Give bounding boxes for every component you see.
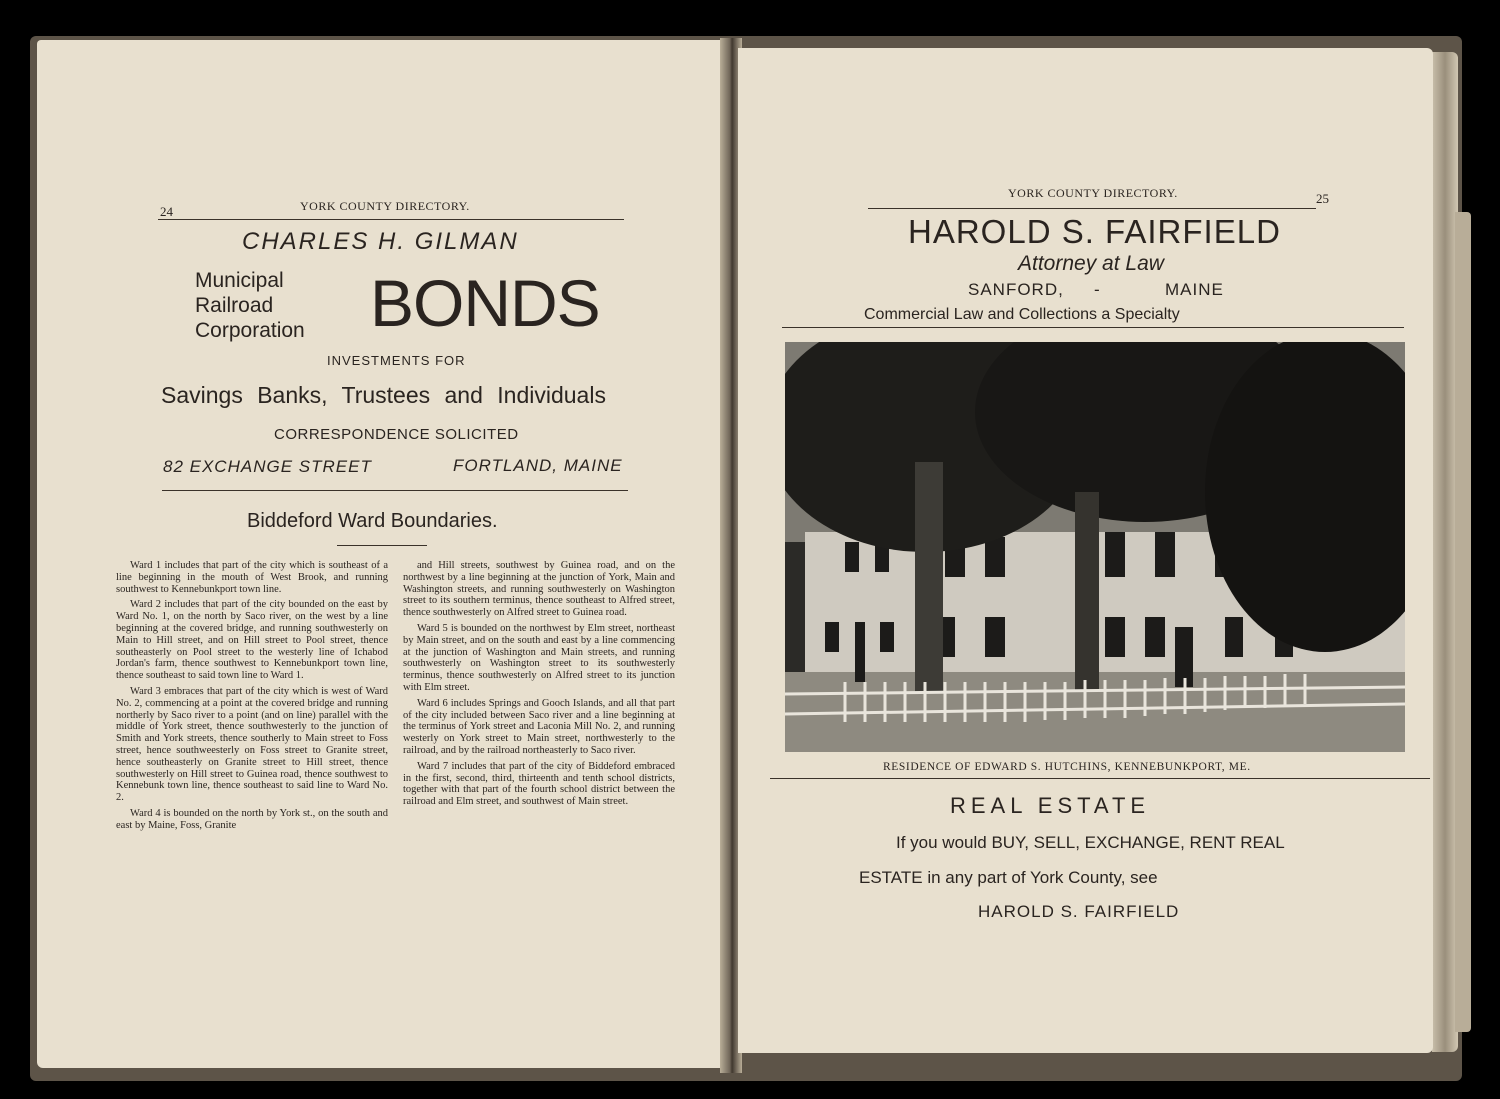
caption-rule	[770, 778, 1430, 779]
ward-paragraph: Ward 1 includes that part of the city which is southeast of a line beginning in the mouth of West Brook, and running southwest to Kennebunkport town line.	[116, 560, 388, 595]
page-number: 25	[1316, 191, 1329, 206]
left-page	[37, 40, 723, 1068]
text-column-2	[403, 560, 675, 812]
ward-paragraph: Ward 7 includes that part of the city of Biddeford embraced in the first, second, third, thirteenth and tenth school districts, together with that part of the fourth school district between the railroad and Elm street, and southwest of Main street.	[403, 760, 675, 808]
advertiser-name: CHARLES H. GILMAN	[242, 228, 519, 255]
real-estate-line-2: ESTATE in any part of York County, see	[859, 868, 1158, 887]
title-rule	[337, 545, 427, 546]
page-number: 24	[160, 204, 173, 219]
ward-paragraph: Ward 3 embraces that part of the city which is west of Ward No. 2, commencing at a point at the covered bridge and running northerly by Saco river to a point (and on line) parallel with the middle of York street, thence southwesterly to the junction of Smith and York streets, thence southerly to Main street to Foss street, hence southweesterly on Foss street to Granite street, hence southeasterly on Granite street to Hill street, thence southwesterly on Hill street to Guinea road, thence southwest to Kennebunk town line, thence southeast to said line to Ward No. 2.	[116, 685, 388, 804]
page-tab	[1455, 212, 1471, 1032]
right-page	[738, 48, 1433, 1053]
residence-photo	[785, 342, 1405, 752]
real-estate-heading: REAL ESTATE	[950, 793, 1151, 818]
ward-paragraph: Ward 6 includes Springs and Gooch Islands, and all that part of the city included between Saco river and a line beginning at the terminus of York street and Laconia Mill No. 2, and running westerly on York street to Main street, northwesterly to the railroad, and by the railroad northeasterly to Saco river.	[403, 697, 675, 756]
running-head: YORK COUNTY DIRECTORY.	[300, 199, 470, 213]
section-title: Biddeford Ward Boundaries.	[247, 510, 498, 532]
bond-type: Municipal	[195, 269, 284, 292]
photo-caption: RESIDENCE OF EDWARD S. HUTCHINS, KENNEBUNKPORT, ME.	[883, 761, 1251, 773]
advertiser-name: HAROLD S. FAIRFIELD	[908, 213, 1281, 250]
text-column-1	[116, 560, 388, 836]
ward-paragraph: Ward 2 includes that part of the city bounded on the east by Ward No. 1, on the north by Saco river, on the west by a line beginning at the covered bridge, and running southwesterly on Main to Hill street, and on Hill street to Pool street, thence southeasterly on Pool street to the westerly line of Ichabod Jordan's farm, thence southwest to Kennebunkport town line, thence southeast to said town line to Ward 1.	[116, 599, 388, 682]
ward-paragraph: Ward 5 is bounded on the northwest by Elm street, northeast by Main street, and on the south and east by a line commencing at the junction of Washington and Main streets, and running southwesterly on Washington street to its southwesterly terminus, thence southwesterly on Alfred street to its junction with Elm street.	[403, 622, 675, 693]
ward-paragraph: Ward 4 is bounded on the north by York st., on the south and east by Maine, Foss, Granite	[116, 807, 388, 831]
running-head: YORK COUNTY DIRECTORY.	[1008, 186, 1178, 200]
bond-type: Railroad	[195, 294, 274, 317]
bond-types	[195, 268, 305, 343]
bond-type: Corporation	[195, 319, 305, 342]
advertiser-title: Attorney at Law	[1018, 252, 1164, 275]
separator-dash: -	[1094, 280, 1100, 299]
advertiser-city: SANFORD,	[968, 280, 1064, 299]
real-estate-contact: HAROLD S. FAIRFIELD	[978, 902, 1180, 921]
advertiser-state: MAINE	[1165, 280, 1224, 299]
correspondence-note: CORRESPONDENCE SOLICITED	[274, 426, 519, 443]
investments-for: INVESTMENTS FOR	[327, 353, 466, 368]
ad-rule	[162, 490, 628, 491]
city-state: FORTLAND, MAINE	[453, 456, 623, 475]
house-illustration	[785, 342, 1405, 752]
real-estate-line-1: If you would BUY, SELL, EXCHANGE, RENT REAL	[896, 833, 1285, 852]
street-address: 82 EXCHANGE STREET	[163, 457, 372, 476]
specialty-line: Commercial Law and Collections a Specialty	[864, 306, 1180, 323]
ad-rule	[782, 327, 1404, 328]
header-rule	[158, 219, 624, 220]
header-rule	[868, 208, 1316, 209]
client-types: Savings Banks, Trustees and Individuals	[161, 382, 606, 408]
ward-paragraph: and Hill streets, southwest by Guinea road, and on the northwest by a line beginning at the junction of York, Main and Washington streets, and running southwesterly on Washington street to its southern terminus, thence southeast to Alfred street, thence southwesterly on Alfred street to Guinea road.	[403, 560, 675, 619]
bonds-headline: BONDS	[370, 266, 600, 340]
